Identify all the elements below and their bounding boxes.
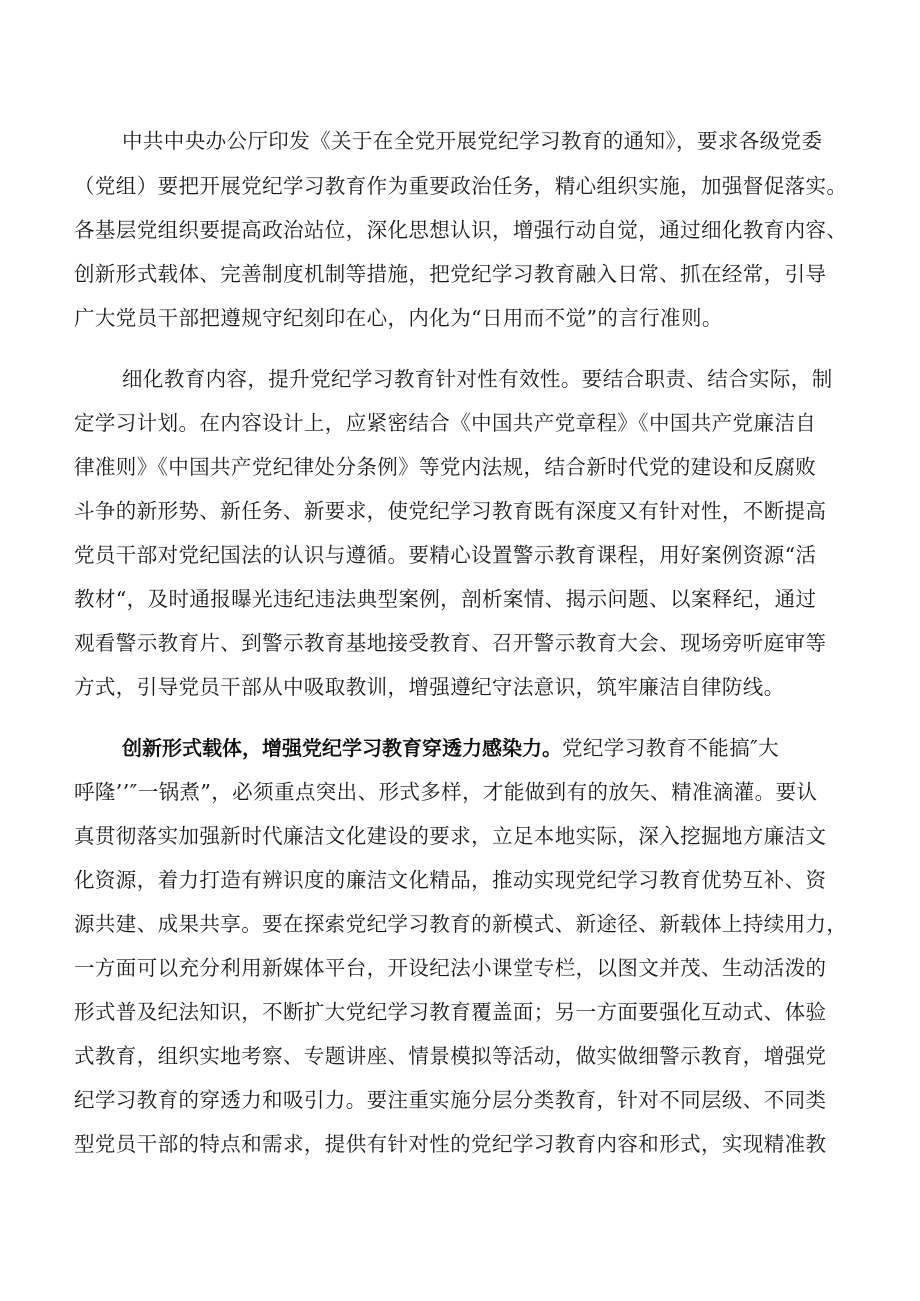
paragraph-1-line-5: 广大党员干部把遵规守纪刻印在心，内化为“日用而不觉”的言行准则。 (74, 306, 723, 330)
paragraph-3-line-10: 型党员干部的特点和需求，提供有针对性的党纪学习教育内容和形式，实现精准教 (74, 1132, 827, 1156)
paragraph-3-line-9: 纪学习教育的穿透力和吸引力。要注重实施分层分类教育，针对不同层级、不同类 (74, 1088, 827, 1112)
paragraph-3-line-5: 源共建、成果共享。要在探索党纪学习教育的新模式、新途径、新载体上持续用力， (74, 912, 848, 936)
paragraph-2-line-4: 斗争的新形势、新任务、新要求，使党纪学习教育既有深度又有针对性，不断提高 (74, 499, 827, 523)
paragraph-3-line-1 (122, 732, 864, 764)
paragraph-3-lead-heading: 创新形式载体，增强党纪学习教育穿透力感染力。 (122, 736, 562, 760)
paragraph-2-line-1: 细化教育内容，提升党纪学习教育针对性有效性。要结合职责、结合实际，制 (122, 367, 833, 391)
paragraph-2-line-7: 观看警示教育片、到警示教育基地接受教育、召开警示教育大会、现场旁听庭审等 (74, 631, 827, 655)
paragraph-3-line-1-text: 党纪学习教育不能搞″大 (562, 736, 780, 760)
paragraph-2-line-8: 方式，引导党员干部从中吸取教训，增强遵纪守法意识，筑牢廉洁自律防线。 (74, 675, 785, 699)
paragraph-2-line-5: 党员干部对党纪国法的认识与遵循。要精心设置警示教育课程，用好案例资源“活 (74, 543, 817, 567)
paragraph-2-line-6: 教材“，及时通报曝光违纪违法典型案例，剖析案情、揭示问题、以案释纪，通过 (74, 587, 817, 611)
paragraph-1-line-3: 各基层党组织要提高政治站位，深化思想认识，增强行动自觉，通过细化教育内容、 (74, 218, 848, 242)
paragraph-3-line-3: 真贯彻落实加强新时代廉洁文化建设的要求，立足本地实际，深入挖掘地方廉洁文 (74, 824, 827, 848)
paragraph-3-line-7: 形式普及纪法知识，不断扩大党纪学习教育覆盖面；另一方面要强化互动式、体验 (74, 1000, 827, 1024)
paragraph-3-line-8: 式教育，组织实地考察、专题讲座、情景模拟等活动，做实做细警示教育，增强党 (74, 1044, 827, 1068)
paragraph-1-line-1: 中共中央办公厅印发《关于在全党开展党纪学习教育的通知》，要求各级党委 (122, 129, 823, 153)
paragraph-3-line-4: 化资源，着力打造有辨识度的廉洁文化精品，推动实现党纪学习教育优势互补、资 (74, 868, 827, 892)
paragraph-2-line-2: 定学习计划。在内容设计上，应紧密结合《中国共产党章程》《中国共产党廉洁自 (74, 411, 817, 435)
paragraph-3-line-2: 呼隆’’″一锅煮”，必须重点突出、形式多样，才能做到有的放矢、精准滴灌。要认 (74, 780, 818, 804)
paragraph-2-line-3: 律准则》《中国共产党纪律处分条例》等党内法规，结合新时代党的建设和反腐败 (74, 455, 817, 479)
paragraph-1-line-2: （党组）要把开展党纪学习教育作为重要政治任务，精心组织实施，加强督促落实。 (74, 174, 848, 198)
paragraph-3-line-6: 一方面可以充分利用新媒体平台，开设纪法小课堂专栏，以图文并茂、生动活泼的 (74, 956, 827, 980)
paragraph-1-line-4: 创新形式载体、完善制度机制等措施，把党纪学习教育融入日常、抓在经常，引导 (74, 262, 827, 286)
